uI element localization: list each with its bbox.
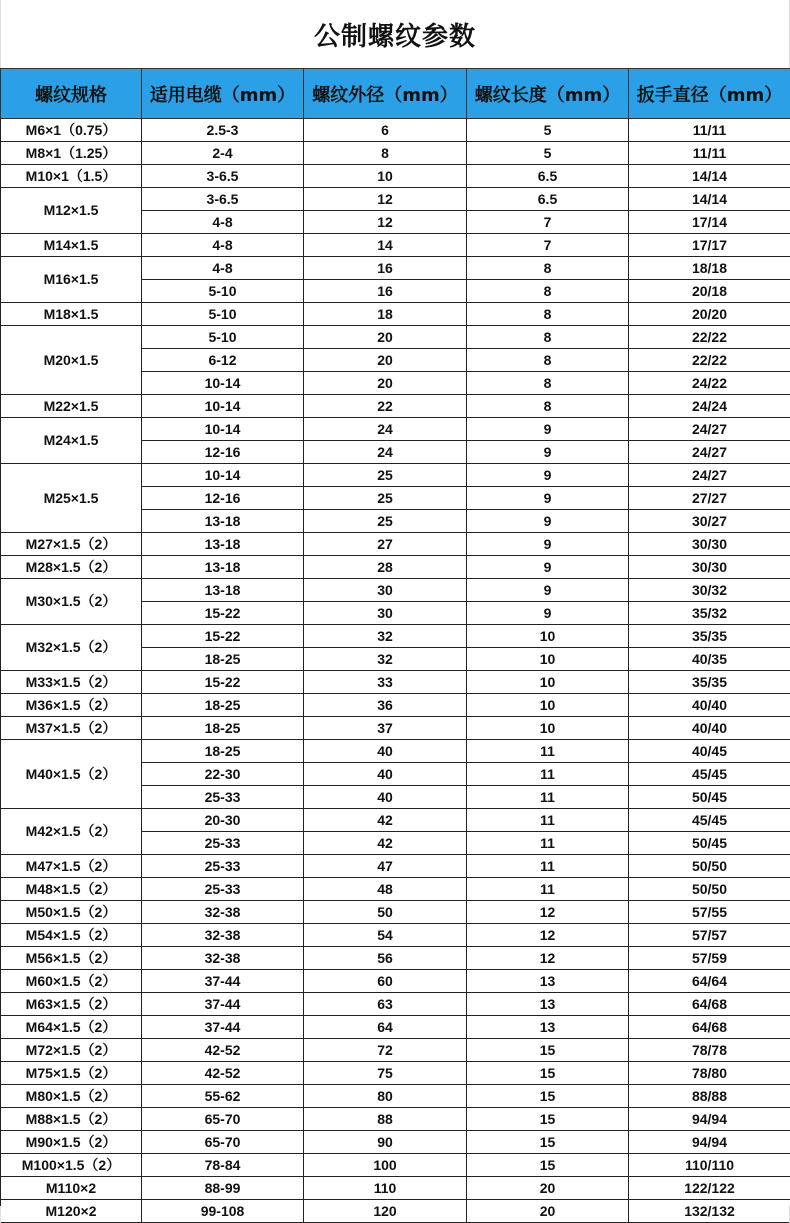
- wrench-size-cell: 20/18: [629, 280, 790, 303]
- outer-diameter-cell: 27: [304, 533, 467, 556]
- cable-range-cell: 13-18: [142, 579, 304, 602]
- cable-range-cell: 18-25: [142, 717, 304, 740]
- table-row: [1, 855, 790, 878]
- thread-length-cell: 10: [467, 717, 629, 740]
- table-row: [1, 579, 790, 602]
- cable-range-cell: 25-33: [142, 855, 304, 878]
- outer-diameter-cell: 25: [304, 510, 467, 533]
- table-row: [1, 257, 790, 280]
- thread-length-cell: 12: [467, 901, 629, 924]
- table-row: [1, 533, 790, 556]
- thread-length-cell: 12: [467, 947, 629, 970]
- page-title: 公制螺纹参数: [0, 0, 790, 68]
- outer-diameter-cell: 30: [304, 602, 467, 625]
- cable-range-cell: 32-38: [142, 901, 304, 924]
- thread-spec-cell: M14×1.5: [1, 234, 142, 257]
- thread-length-cell: 9: [467, 602, 629, 625]
- thread-length-cell: 5: [467, 142, 629, 165]
- thread-spec-cell: M18×1.5: [1, 303, 142, 326]
- thread-spec-cell: M80×1.5（2）: [1, 1085, 142, 1108]
- outer-diameter-cell: 90: [304, 1131, 467, 1154]
- thread-spec-cell: M72×1.5（2）: [1, 1039, 142, 1062]
- wrench-size-cell: 78/80: [629, 1062, 790, 1085]
- thread-length-cell: 9: [467, 487, 629, 510]
- outer-diameter-cell: 120: [304, 1200, 467, 1223]
- cable-range-cell: 22-30: [142, 763, 304, 786]
- cable-range-cell: 10-14: [142, 372, 304, 395]
- outer-diameter-cell: 20: [304, 372, 467, 395]
- thread-length-cell: 15: [467, 1039, 629, 1062]
- thread-length-cell: 9: [467, 533, 629, 556]
- outer-diameter-cell: 20: [304, 349, 467, 372]
- outer-diameter-cell: 40: [304, 786, 467, 809]
- thread-spec-cell: M64×1.5（2）: [1, 1016, 142, 1039]
- cable-range-cell: 65-70: [142, 1108, 304, 1131]
- wrench-size-cell: 18/18: [629, 257, 790, 280]
- wrench-size-cell: 35/32: [629, 602, 790, 625]
- thread-length-cell: 9: [467, 556, 629, 579]
- cable-range-cell: 4-8: [142, 211, 304, 234]
- thread-length-cell: 8: [467, 280, 629, 303]
- table-row: [1, 1177, 790, 1200]
- table-row: [1, 119, 790, 142]
- wrench-size-cell: 24/27: [629, 418, 790, 441]
- cable-range-cell: 15-22: [142, 625, 304, 648]
- thread-length-cell: 7: [467, 211, 629, 234]
- outer-diameter-cell: 64: [304, 1016, 467, 1039]
- cable-range-cell: 18-25: [142, 648, 304, 671]
- bottom-margin: [0, 1206, 790, 1223]
- wrench-size-cell: 45/45: [629, 809, 790, 832]
- wrench-size-cell: 30/30: [629, 533, 790, 556]
- outer-diameter-cell: 22: [304, 395, 467, 418]
- cable-range-cell: 2.5-3: [142, 119, 304, 142]
- thread-length-cell: 9: [467, 579, 629, 602]
- outer-diameter-cell: 40: [304, 763, 467, 786]
- header-cable-range: 适用电缆（mm）: [142, 69, 304, 119]
- wrench-size-cell: 94/94: [629, 1108, 790, 1131]
- cable-range-cell: 37-44: [142, 1016, 304, 1039]
- thread-length-cell: 15: [467, 1108, 629, 1131]
- wrench-size-cell: 57/55: [629, 901, 790, 924]
- cable-range-cell: 18-25: [142, 694, 304, 717]
- thread-length-cell: 11: [467, 878, 629, 901]
- outer-diameter-cell: 80: [304, 1085, 467, 1108]
- thread-length-cell: 10: [467, 694, 629, 717]
- wrench-size-cell: 30/27: [629, 510, 790, 533]
- thread-spec-cell: M32×1.5（2）: [1, 625, 142, 671]
- thread-spec-cell: M48×1.5（2）: [1, 878, 142, 901]
- wrench-size-cell: 14/14: [629, 165, 790, 188]
- wrench-size-cell: 35/35: [629, 625, 790, 648]
- table-row: [1, 740, 790, 763]
- thread-length-cell: 6.5: [467, 188, 629, 211]
- thread-spec-cell: M25×1.5: [1, 464, 142, 533]
- table-row: [1, 625, 790, 648]
- outer-diameter-cell: 50: [304, 901, 467, 924]
- cable-range-cell: 4-8: [142, 257, 304, 280]
- thread-length-cell: 9: [467, 418, 629, 441]
- outer-diameter-cell: 18: [304, 303, 467, 326]
- wrench-size-cell: 17/14: [629, 211, 790, 234]
- wrench-size-cell: 132/132: [629, 1200, 790, 1223]
- cable-range-cell: 3-6.5: [142, 165, 304, 188]
- thread-spec-cell: M16×1.5: [1, 257, 142, 303]
- thread-length-cell: 15: [467, 1062, 629, 1085]
- cable-range-cell: 25-33: [142, 832, 304, 855]
- wrench-size-cell: 40/40: [629, 694, 790, 717]
- wrench-size-cell: 24/22: [629, 372, 790, 395]
- outer-diameter-cell: 56: [304, 947, 467, 970]
- wrench-size-cell: 17/17: [629, 234, 790, 257]
- wrench-size-cell: 78/78: [629, 1039, 790, 1062]
- thread-length-cell: 11: [467, 740, 629, 763]
- wrench-size-cell: 57/59: [629, 947, 790, 970]
- wrench-size-cell: 30/30: [629, 556, 790, 579]
- cable-range-cell: 4-8: [142, 234, 304, 257]
- outer-diameter-cell: 40: [304, 740, 467, 763]
- outer-diameter-cell: 16: [304, 280, 467, 303]
- thread-spec-cell: M42×1.5（2）: [1, 809, 142, 855]
- thread-parameters-table: [0, 68, 790, 1223]
- thread-length-cell: 15: [467, 1085, 629, 1108]
- cable-range-cell: 10-14: [142, 464, 304, 487]
- thread-spec-cell: M60×1.5（2）: [1, 970, 142, 993]
- wrench-size-cell: 35/35: [629, 671, 790, 694]
- table-row: [1, 947, 790, 970]
- wrench-size-cell: 40/35: [629, 648, 790, 671]
- table-row: [1, 303, 790, 326]
- thread-length-cell: 9: [467, 510, 629, 533]
- cable-range-cell: 42-52: [142, 1062, 304, 1085]
- outer-diameter-cell: 25: [304, 487, 467, 510]
- cable-range-cell: 32-38: [142, 947, 304, 970]
- thread-length-cell: 20: [467, 1177, 629, 1200]
- table-row: [1, 326, 790, 349]
- table-row: [1, 901, 790, 924]
- thread-length-cell: 6.5: [467, 165, 629, 188]
- cable-range-cell: 5-10: [142, 280, 304, 303]
- cable-range-cell: 5-10: [142, 303, 304, 326]
- thread-spec-cell: M22×1.5: [1, 395, 142, 418]
- thread-spec-cell: M90×1.5（2）: [1, 1131, 142, 1154]
- table-row: [1, 809, 790, 832]
- thread-spec-cell: M33×1.5（2）: [1, 671, 142, 694]
- cable-range-cell: 32-38: [142, 924, 304, 947]
- thread-length-cell: 8: [467, 303, 629, 326]
- outer-diameter-cell: 36: [304, 694, 467, 717]
- table-row: [1, 234, 790, 257]
- cable-range-cell: 78-84: [142, 1154, 304, 1177]
- cable-range-cell: 15-22: [142, 671, 304, 694]
- thread-length-cell: 8: [467, 372, 629, 395]
- outer-diameter-cell: 32: [304, 648, 467, 671]
- wrench-size-cell: 57/57: [629, 924, 790, 947]
- thread-length-cell: 11: [467, 763, 629, 786]
- outer-diameter-cell: 10: [304, 165, 467, 188]
- table-row: [1, 993, 790, 1016]
- wrench-size-cell: 11/11: [629, 119, 790, 142]
- thread-length-cell: 12: [467, 924, 629, 947]
- outer-diameter-cell: 8: [304, 142, 467, 165]
- thread-spec-cell: M88×1.5（2）: [1, 1108, 142, 1131]
- thread-spec-cell: M56×1.5（2）: [1, 947, 142, 970]
- header-row: [1, 69, 790, 119]
- thread-length-cell: 15: [467, 1154, 629, 1177]
- wrench-size-cell: 88/88: [629, 1085, 790, 1108]
- table-row: [1, 970, 790, 993]
- thread-length-cell: 10: [467, 648, 629, 671]
- outer-diameter-cell: 88: [304, 1108, 467, 1131]
- table-row: [1, 924, 790, 947]
- thread-length-cell: 8: [467, 349, 629, 372]
- thread-length-cell: 8: [467, 326, 629, 349]
- thread-spec-cell: M24×1.5: [1, 418, 142, 464]
- thread-spec-cell: M37×1.5（2）: [1, 717, 142, 740]
- thread-length-cell: 11: [467, 786, 629, 809]
- wrench-size-cell: 14/14: [629, 188, 790, 211]
- outer-diameter-cell: 75: [304, 1062, 467, 1085]
- thread-spec-cell: M47×1.5（2）: [1, 855, 142, 878]
- thread-spec-cell: M110×2: [1, 1177, 142, 1200]
- wrench-size-cell: 40/40: [629, 717, 790, 740]
- outer-diameter-cell: 42: [304, 832, 467, 855]
- cable-range-cell: 37-44: [142, 993, 304, 1016]
- thread-spec-cell: M6×1（0.75）: [1, 119, 142, 142]
- outer-diameter-cell: 63: [304, 993, 467, 1016]
- cable-range-cell: 5-10: [142, 326, 304, 349]
- thread-spec-cell: M100×1.5（2）: [1, 1154, 142, 1177]
- table-row: [1, 878, 790, 901]
- cable-range-cell: 10-14: [142, 395, 304, 418]
- thread-length-cell: 7: [467, 234, 629, 257]
- outer-diameter-cell: 110: [304, 1177, 467, 1200]
- table-row: [1, 1085, 790, 1108]
- outer-diameter-cell: 33: [304, 671, 467, 694]
- wrench-size-cell: 64/68: [629, 993, 790, 1016]
- wrench-size-cell: 122/122: [629, 1177, 790, 1200]
- table-row: [1, 464, 790, 487]
- outer-diameter-cell: 6: [304, 119, 467, 142]
- wrench-size-cell: 94/94: [629, 1131, 790, 1154]
- thread-length-cell: 11: [467, 809, 629, 832]
- table-row: [1, 1039, 790, 1062]
- thread-spec-cell: M75×1.5（2）: [1, 1062, 142, 1085]
- thread-length-cell: 10: [467, 625, 629, 648]
- outer-diameter-cell: 20: [304, 326, 467, 349]
- table-row: [1, 395, 790, 418]
- cable-range-cell: 6-12: [142, 349, 304, 372]
- outer-diameter-cell: 25: [304, 464, 467, 487]
- wrench-size-cell: 50/50: [629, 855, 790, 878]
- thread-length-cell: 13: [467, 970, 629, 993]
- wrench-size-cell: 110/110: [629, 1154, 790, 1177]
- cable-range-cell: 13-18: [142, 533, 304, 556]
- wrench-size-cell: 50/50: [629, 878, 790, 901]
- outer-diameter-cell: 48: [304, 878, 467, 901]
- table-row: [1, 1062, 790, 1085]
- cable-range-cell: 99-108: [142, 1200, 304, 1223]
- thread-length-cell: 9: [467, 441, 629, 464]
- thread-spec-cell: M63×1.5（2）: [1, 993, 142, 1016]
- cable-range-cell: 65-70: [142, 1131, 304, 1154]
- wrench-size-cell: 40/45: [629, 740, 790, 763]
- outer-diameter-cell: 54: [304, 924, 467, 947]
- outer-diameter-cell: 12: [304, 188, 467, 211]
- thread-spec-cell: M120×2: [1, 1200, 142, 1223]
- header-outer-diameter: 螺纹外径（mm）: [304, 69, 467, 119]
- table-header: [1, 69, 790, 119]
- thread-spec-cell: M54×1.5（2）: [1, 924, 142, 947]
- outer-diameter-cell: 16: [304, 257, 467, 280]
- cable-range-cell: 13-18: [142, 556, 304, 579]
- table-row: [1, 1016, 790, 1039]
- outer-diameter-cell: 30: [304, 579, 467, 602]
- table-row: [1, 717, 790, 740]
- cable-range-cell: 12-16: [142, 441, 304, 464]
- wrench-size-cell: 64/68: [629, 1016, 790, 1039]
- outer-diameter-cell: 32: [304, 625, 467, 648]
- cable-range-cell: 12-16: [142, 487, 304, 510]
- outer-diameter-cell: 28: [304, 556, 467, 579]
- cable-range-cell: 2-4: [142, 142, 304, 165]
- thread-length-cell: 13: [467, 993, 629, 1016]
- cable-range-cell: 55-62: [142, 1085, 304, 1108]
- thread-length-cell: 10: [467, 671, 629, 694]
- cable-range-cell: 37-44: [142, 970, 304, 993]
- thread-length-cell: 11: [467, 855, 629, 878]
- thread-spec-cell: M10×1（1.5）: [1, 165, 142, 188]
- thread-length-cell: 11: [467, 832, 629, 855]
- cable-range-cell: 15-22: [142, 602, 304, 625]
- outer-diameter-cell: 24: [304, 441, 467, 464]
- table-row: [1, 1131, 790, 1154]
- table-row: [1, 1108, 790, 1131]
- wrench-size-cell: 22/22: [629, 326, 790, 349]
- thread-length-cell: 9: [467, 464, 629, 487]
- thread-length-cell: 8: [467, 395, 629, 418]
- outer-diameter-cell: 14: [304, 234, 467, 257]
- wrench-size-cell: 24/27: [629, 464, 790, 487]
- thread-length-cell: 13: [467, 1016, 629, 1039]
- outer-diameter-cell: 72: [304, 1039, 467, 1062]
- wrench-size-cell: 50/45: [629, 786, 790, 809]
- wrench-size-cell: 11/11: [629, 142, 790, 165]
- header-thread-spec: 螺纹规格: [1, 69, 142, 119]
- cable-range-cell: 25-33: [142, 878, 304, 901]
- table-row: [1, 694, 790, 717]
- wrench-size-cell: 20/20: [629, 303, 790, 326]
- cable-range-cell: 10-14: [142, 418, 304, 441]
- table-row: [1, 142, 790, 165]
- wrench-size-cell: 27/27: [629, 487, 790, 510]
- outer-diameter-cell: 42: [304, 809, 467, 832]
- wrench-size-cell: 22/22: [629, 349, 790, 372]
- table-row: [1, 1154, 790, 1177]
- outer-diameter-cell: 100: [304, 1154, 467, 1177]
- cable-range-cell: 20-30: [142, 809, 304, 832]
- cable-range-cell: 88-99: [142, 1177, 304, 1200]
- header-thread-length: 螺纹长度（mm）: [467, 69, 629, 119]
- thread-spec-cell: M50×1.5（2）: [1, 901, 142, 924]
- wrench-size-cell: 30/32: [629, 579, 790, 602]
- thread-length-cell: 5: [467, 119, 629, 142]
- table-body: [1, 119, 790, 1223]
- cable-range-cell: 3-6.5: [142, 188, 304, 211]
- thread-length-cell: 15: [467, 1131, 629, 1154]
- outer-diameter-cell: 37: [304, 717, 467, 740]
- thread-spec-cell: M40×1.5（2）: [1, 740, 142, 809]
- wrench-size-cell: 50/45: [629, 832, 790, 855]
- table-row: [1, 418, 790, 441]
- thread-spec-cell: M30×1.5（2）: [1, 579, 142, 625]
- outer-diameter-cell: 47: [304, 855, 467, 878]
- thread-spec-cell: M8×1（1.25）: [1, 142, 142, 165]
- thread-spec-cell: M12×1.5: [1, 188, 142, 234]
- thread-spec-cell: M27×1.5（2）: [1, 533, 142, 556]
- outer-diameter-cell: 24: [304, 418, 467, 441]
- cable-range-cell: 42-52: [142, 1039, 304, 1062]
- outer-diameter-cell: 60: [304, 970, 467, 993]
- table-row: [1, 671, 790, 694]
- thread-spec-cell: M36×1.5（2）: [1, 694, 142, 717]
- thread-length-cell: 20: [467, 1200, 629, 1223]
- table-row: [1, 188, 790, 211]
- outer-diameter-cell: 12: [304, 211, 467, 234]
- header-wrench-size: 扳手直径（mm）: [629, 69, 790, 119]
- thread-spec-cell: M28×1.5（2）: [1, 556, 142, 579]
- cable-range-cell: 18-25: [142, 740, 304, 763]
- wrench-size-cell: 45/45: [629, 763, 790, 786]
- thread-spec-cell: M20×1.5: [1, 326, 142, 395]
- cable-range-cell: 25-33: [142, 786, 304, 809]
- table-row: [1, 556, 790, 579]
- wrench-size-cell: 24/24: [629, 395, 790, 418]
- table-row: [1, 165, 790, 188]
- wrench-size-cell: 24/27: [629, 441, 790, 464]
- cable-range-cell: 13-18: [142, 510, 304, 533]
- thread-length-cell: 8: [467, 257, 629, 280]
- wrench-size-cell: 64/64: [629, 970, 790, 993]
